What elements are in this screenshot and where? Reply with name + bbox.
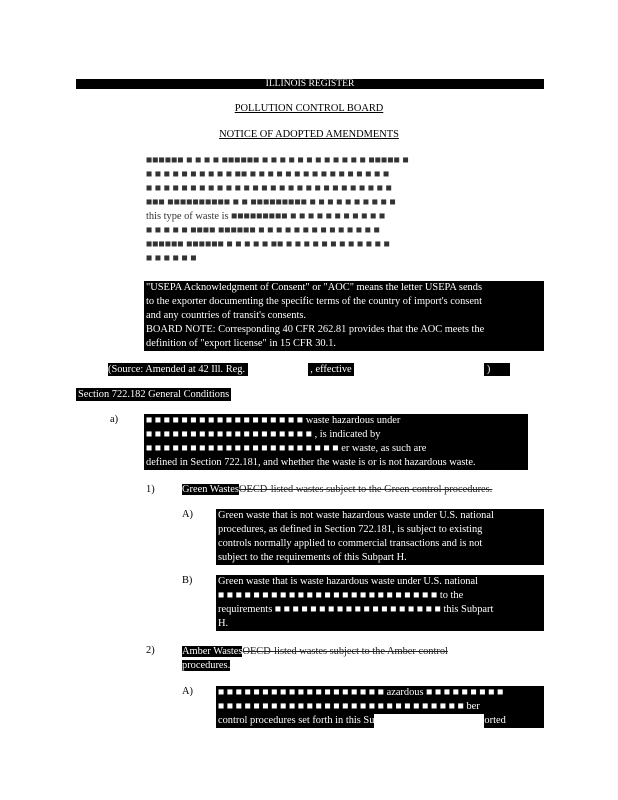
- item-2a-line: ■ ■ ■ ■ ■ ■ ■ ■ ■ ■ ■ ■ ■ ■ ■ ■ ■ ■ ■ ■ ■ ■ ■ ■ ■ ■ ■ ■ ber: [218, 701, 480, 712]
- aoc-definition-block: [144, 281, 544, 351]
- obscured-line: ■■■■■■ ■■■■■■ ■ ■ ■ ■ ■ ■■ ■ ■ ■ ■ ■ ■ ■ ■ ■ ■ ■ ■: [146, 239, 390, 250]
- section-title: Section 722.182 General Conditions: [78, 389, 230, 400]
- source-effective: , effective: [310, 364, 352, 375]
- item-1b-line: Green waste that is waste hazardous waste under U.S. national: [218, 576, 478, 587]
- item-2a-gap: [374, 714, 484, 728]
- item-1a-label: A): [182, 509, 193, 520]
- item-1b-line: H.: [218, 618, 229, 629]
- obscured-paragraph: [146, 154, 542, 266]
- para-a-line: ■ ■ ■ ■ ■ ■ ■ ■ ■ ■ ■ ■ ■ ■ ■ ■ ■ ■ ■ ■ ■ ■ er waste, as such are: [146, 443, 427, 454]
- item-1b-line: ■ ■ ■ ■ ■ ■ ■ ■ ■ ■ ■ ■ ■ ■ ■ ■ ■ ■ ■ ■ ■ ■ ■ ■ ■ to the: [218, 590, 464, 601]
- source-blank-reg: [248, 363, 308, 376]
- source-prefix: (Source: Amended at 42 Ill. Reg.: [108, 364, 246, 375]
- obscured-line: ■■■■■■ ■ ■ ■ ■ ■■■■■■ ■ ■ ■ ■ ■ ■ ■ ■ ■ ■ ■ ■ ■■■■■ ■: [146, 155, 409, 166]
- register-header-bar: [76, 79, 544, 89]
- obscured-line: ■■■ ■■■■■■■■■■ ■ ■ ■■■■■■■■■ ■ ■ ■ ■ ■ ■ ■ ■ ■ ■: [146, 197, 396, 208]
- board-note-line: definition of "export license" in 15 CFR 30.1.: [146, 338, 337, 349]
- aoc-line: "USEPA Acknowledgment of Consent" or "AOC" means the letter USEPA sends: [146, 282, 482, 293]
- source-line: [108, 363, 510, 376]
- obscured-line: ■ ■ ■ ■ ■ ■■■■ ■■■■■■ ■ ■ ■ ■ ■ ■ ■ ■ ■ ■ ■ ■ ■ ■: [146, 225, 380, 236]
- aoc-line: and any countries of transit's consents.: [146, 310, 307, 321]
- item-2a-label: A): [182, 686, 193, 697]
- source-blank-date: [354, 363, 484, 376]
- para-a-line: ■ ■ ■ ■ ■ ■ ■ ■ ■ ■ ■ ■ ■ ■ ■ ■ ■ ■ ■ , is indicated by: [146, 429, 381, 440]
- item-2-line2: procedures.: [182, 660, 231, 671]
- item-1-struck-text: OECD-listed wastes subject to the Green control procedures.: [238, 484, 493, 495]
- item-2-heading: [182, 645, 544, 673]
- item-1-heading: [182, 484, 544, 495]
- item-1a-line: controls normally applied to commercial transactions and is not: [218, 538, 483, 549]
- aoc-line: to the exporter documenting the specific terms of the country of import's consent: [146, 296, 483, 307]
- para-a-line: defined in Section 722.181, and whether the waste is or is not hazardous waste.: [146, 457, 476, 468]
- item-1b-line: requirements ■ ■ ■ ■ ■ ■ ■ ■ ■ ■ ■ ■ ■ ■ ■ ■ ■ ■ ■ this Subpart: [218, 604, 494, 615]
- board-title: POLLUTION CONTROL BOARD: [234, 103, 384, 114]
- item-2a-line: control procedures set forth in this Su orted: [218, 715, 506, 726]
- item-2-lead: Amber Wastes: [182, 646, 243, 657]
- item-2-label: 2): [146, 645, 155, 656]
- item-2a-block: [216, 686, 544, 728]
- para-a-block: [144, 414, 528, 470]
- board-note-line: BOARD NOTE: Corresponding 40 CFR 262.81 provides that the AOC meets the: [146, 324, 485, 335]
- item-2-struck-text: OECD-listed wastes subject to the Amber control: [242, 646, 448, 657]
- para-a-label: a): [110, 414, 119, 425]
- obscured-line: ■ ■ ■ ■ ■ ■: [146, 253, 197, 264]
- item-1b-block: [216, 575, 544, 631]
- item-2a-line: ■ ■ ■ ■ ■ ■ ■ ■ ■ ■ ■ ■ ■ ■ ■ ■ ■ ■ ■ azardous ■ ■ ■ ■ ■ ■ ■ ■ ■: [218, 687, 504, 698]
- register-title: ILLINOIS REGISTER: [265, 78, 355, 89]
- item-1a-line: subject to the requirements of this Subpart H.: [218, 552, 407, 563]
- item-1a-block: [216, 509, 544, 565]
- item-1b-label: B): [182, 575, 193, 586]
- obscured-line: ■ ■ ■ ■ ■ ■ ■ ■ ■ ■ ■ ■ ■ ■ ■ ■ ■ ■ ■ ■ ■ ■ ■ ■ ■ ■ ■ ■: [146, 183, 392, 194]
- notice-title: NOTICE OF ADOPTED AMENDMENTS: [219, 129, 399, 140]
- obscured-line: this type of waste is ■■■■■■■■■ ■ ■ ■ ■ ■ ■ ■ ■ ■ ■ ■: [146, 211, 386, 222]
- item-1-lead: Green Wastes: [182, 484, 239, 495]
- item-1a-line: Green waste that is not waste hazardous waste under U.S. national: [218, 510, 494, 521]
- obscured-line: ■ ■ ■ ■ ■ ■ ■ ■ ■ ■ ■■ ■ ■ ■ ■ ■ ■ ■ ■ ■ ■ ■ ■ ■ ■ ■ ■: [146, 169, 390, 180]
- para-a-line: ■ ■ ■ ■ ■ ■ ■ ■ ■ ■ ■ ■ ■ ■ ■ ■ ■ ■ waste hazardous under: [146, 415, 401, 426]
- item-1-label: 1): [146, 484, 155, 495]
- item-1a-line: procedures, as defined in Section 722.181, is subject to existing: [218, 524, 483, 535]
- source-suffix: ): [486, 364, 491, 375]
